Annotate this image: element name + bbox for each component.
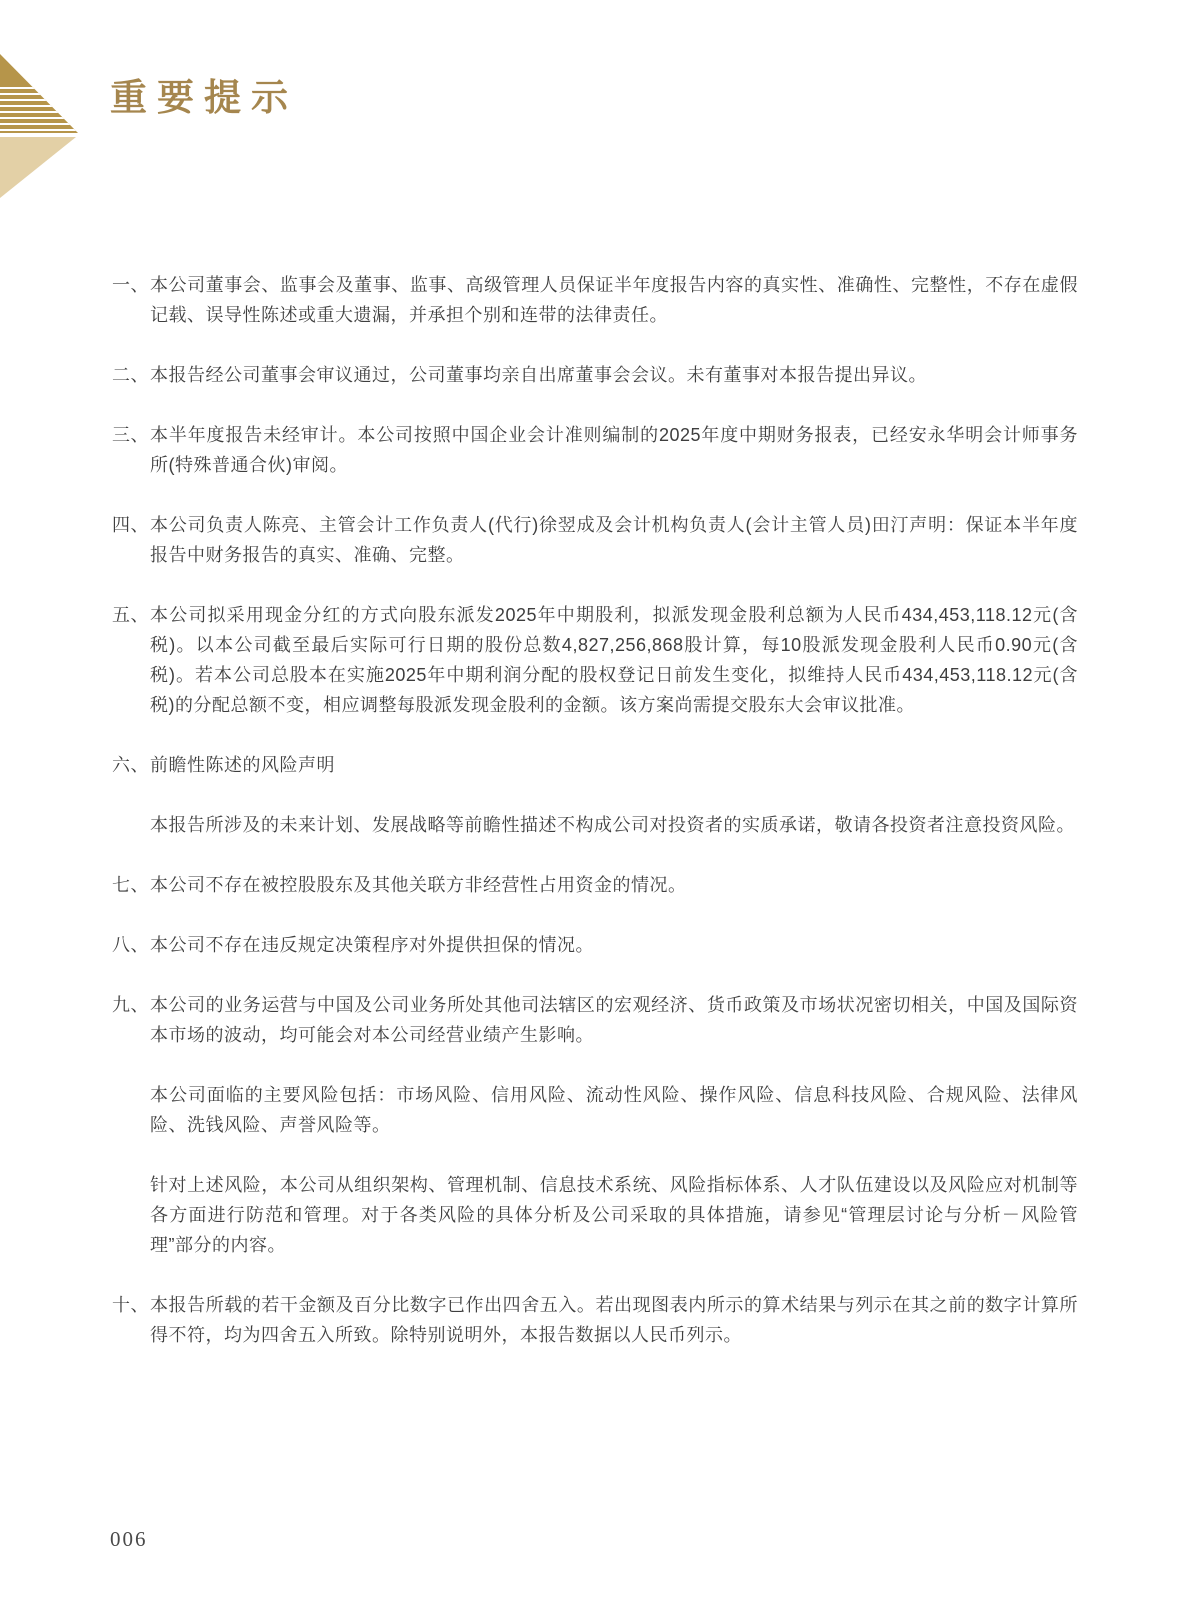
- item-marker: 十、: [112, 1295, 149, 1315]
- item-marker: 五、: [112, 605, 149, 625]
- sub-paragraph: [150, 1170, 1078, 1260]
- list-item: [112, 930, 1078, 960]
- list-item: [112, 750, 1078, 780]
- item-text: 本公司的业务运营与中国及公司业务所处其他司法辖区的宏观经济、货币政策及市场状况密切相关，中国及国际资本市场的波动，均可能会对本公司经营业绩产生影响。: [150, 995, 1078, 1045]
- page-title: 重要提示: [110, 78, 298, 119]
- item-marker: 二、: [112, 365, 149, 385]
- item-text: 本公司不存在违反规定决策程序对外提供担保的情况。: [150, 935, 594, 955]
- item-marker: 七、: [112, 875, 149, 895]
- item-marker: 四、: [112, 515, 149, 535]
- item-marker: 九、: [112, 995, 149, 1015]
- list-item: [112, 870, 1078, 900]
- list-item: [112, 1290, 1078, 1350]
- list-item: [112, 420, 1078, 480]
- notice-list: [112, 270, 1078, 1380]
- item-marker: 八、: [112, 935, 149, 955]
- item-marker: 六、: [112, 755, 149, 775]
- list-item: [112, 510, 1078, 570]
- sub-paragraph: [150, 810, 1078, 840]
- sub-paragraph: [150, 1080, 1078, 1140]
- item-text: 本公司不存在被控股股东及其他关联方非经营性占用资金的情况。: [150, 875, 687, 895]
- item-text: 前瞻性陈述的风险声明: [150, 755, 335, 775]
- item-marker: 一、: [112, 275, 149, 295]
- paragraph-text: 本公司面临的主要风险包括：市场风险、信用风险、流动性风险、操作风险、信息科技风险、合规风险、法律风险、洗钱风险、声誉风险等。: [150, 1085, 1078, 1135]
- item-text: 本公司董事会、监事会及董事、监事、高级管理人员保证半年度报告内容的真实性、准确性、完整性，不存在虚假记载、误导性陈述或重大遗漏，并承担个别和连带的法律责任。: [150, 275, 1078, 325]
- item-text: 本半年度报告未经审计。本公司按照中国企业会计准则编制的2025年度中期财务报表，已经安永华明会计师事务所(特殊普通合伙)审阅。: [150, 425, 1078, 475]
- item-text: 本公司负责人陈亮、主管会计工作负责人(代行)徐翌成及会计机构负责人(会计主管人员)田汀声明：保证本半年度报告中财务报告的真实、准确、完整。: [150, 515, 1078, 565]
- page-number: 006: [110, 1527, 148, 1551]
- item-text: 本报告所载的若干金额及百分比数字已作出四舍五入。若出现图表内所示的算术结果与列示在其之前的数字计算所得不符，均为四舍五入所致。除特别说明外，本报告数据以人民币列示。: [150, 1295, 1078, 1345]
- list-item: [112, 270, 1078, 330]
- item-text: 本公司拟采用现金分红的方式向股东派发2025年中期股利，拟派发现金股利总额为人民币434,453,118.12元(含税)。以本公司截至最后实际可行日期的股份总数4,827,256,868股计算，每10股派发现金股利人民币0.90元(含税)。若本公司总股本在实施2025年中期利润分配的股权登记日前发生变化，拟维持人民币434,453,118.12元(含税)的分配总额不变，相应调整每股派发现金股利的金额。该方案尚需提交股东大会审议批准。: [150, 605, 1078, 715]
- list-item: [112, 990, 1078, 1050]
- paragraph-text: 针对上述风险，本公司从组织架构、管理机制、信息技术系统、风险指标体系、人才队伍建设以及风险应对机制等各方面进行防范和管理。对于各类风险的具体分析及公司采取的具体措施，请参见“管理层讨论与分析－风险管理”部分的内容。: [150, 1175, 1078, 1255]
- item-text: 本报告经公司董事会审议通过，公司董事均亲自出席董事会会议。未有董事对本报告提出异议。: [150, 365, 927, 385]
- paragraph-text: 本报告所涉及的未来计划、发展战略等前瞻性描述不构成公司对投资者的实质承诺，敬请各投资者注意投资风险。: [150, 815, 1075, 835]
- corner-triangle-decoration-icon: [0, 54, 80, 199]
- item-marker: 三、: [112, 425, 149, 445]
- list-item: [112, 600, 1078, 720]
- list-item: [112, 360, 1078, 390]
